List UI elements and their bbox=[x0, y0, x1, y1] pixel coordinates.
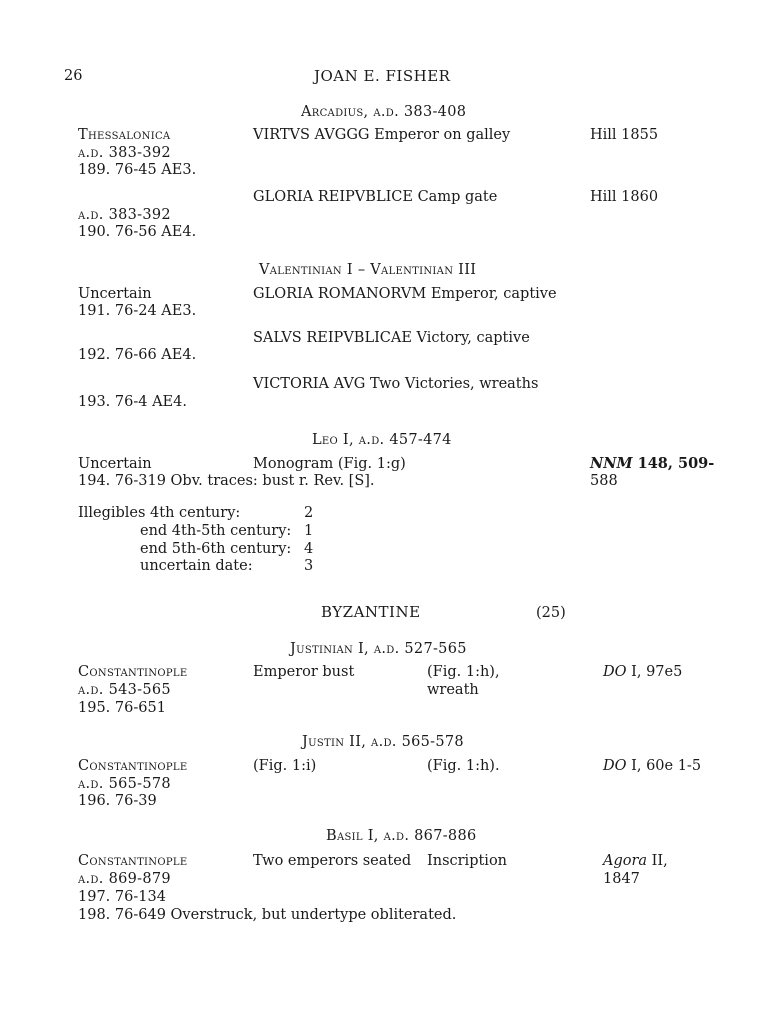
section-heading-justinian: Justinian I, a.d. 527-565 bbox=[290, 641, 467, 657]
date-195: a.d. 543-565 bbox=[78, 682, 171, 698]
date-190: a.d. 383-392 bbox=[78, 207, 171, 223]
reference-197-detail: II, bbox=[647, 853, 668, 869]
illegibles-count-4th-5th: 1 bbox=[304, 523, 314, 539]
reference-190: Hill 1860 bbox=[590, 189, 659, 205]
running-head-author: JOAN E. FISHER bbox=[314, 67, 451, 85]
mint-constantinople-197: Constantinople bbox=[78, 853, 188, 869]
catalog-entry-192: 192. 76-66 AE4. bbox=[78, 347, 197, 363]
reverse-196: (Fig. 1:h). bbox=[427, 758, 500, 774]
reference-194 bbox=[590, 455, 714, 473]
catalog-entry-191: 191. 76-24 AE3. bbox=[78, 303, 197, 319]
reverse-type-193: VICTORIA AVG Two Victories, wreaths bbox=[253, 376, 539, 392]
reverse-type-190: GLORIA REIPVBLICE Camp gate bbox=[253, 189, 498, 205]
obverse-195: Emperor bust bbox=[253, 664, 355, 680]
reference-196-detail: I, 60e 1-5 bbox=[626, 758, 702, 774]
illegibles-label-4th: Illegibles 4th century: bbox=[78, 505, 241, 521]
illegibles-count-4th: 2 bbox=[304, 505, 314, 521]
mint-uncertain-valentinian: Uncertain bbox=[78, 286, 152, 302]
obverse-197: Two emperors seated bbox=[253, 853, 412, 869]
catalog-entry-197: 197. 76-134 bbox=[78, 889, 166, 905]
section-title-byzantine: BYZANTINE bbox=[321, 603, 421, 621]
catalog-entry-190: 190. 76-56 AE4. bbox=[78, 224, 197, 240]
catalog-entry-194: 194. 76-319 Obv. traces: bust r. Rev. [S]. bbox=[78, 473, 375, 489]
illegibles-label-uncertain: uncertain date: bbox=[140, 558, 253, 574]
reverse-type-189: VIRTVS AVGGG Emperor on galley bbox=[253, 127, 511, 143]
mint-thessalonica: Thessalonica bbox=[78, 127, 171, 143]
reverse-type-191: GLORIA ROMANORVM Emperor, captive bbox=[253, 286, 557, 302]
date-189: a.d. 383-392 bbox=[78, 145, 171, 161]
byzantine-count: (25) bbox=[536, 605, 566, 621]
catalog-entry-196: 196. 76-39 bbox=[78, 793, 157, 809]
reverse-type-192: SALVS REIPVBLICAE Victory, captive bbox=[253, 330, 530, 346]
illegibles-label-4th-5th: end 4th-5th century: bbox=[140, 523, 292, 539]
mint-constantinople-195: Constantinople bbox=[78, 664, 188, 680]
catalog-entry-198: 198. 76-649 Overstruck, but undertype obliterated. bbox=[78, 907, 457, 923]
reference-197-series: Agora bbox=[603, 853, 648, 869]
catalog-entry-193: 193. 76-4 AE4. bbox=[78, 394, 187, 410]
illegibles-label-5th-6th: end 5th-6th century: bbox=[140, 541, 292, 557]
reverse-195: (Fig. 1:h), bbox=[427, 664, 500, 680]
reverse-195-continued: wreath bbox=[427, 682, 479, 698]
mint-constantinople-196: Constantinople bbox=[78, 758, 188, 774]
date-197: a.d. 869-879 bbox=[78, 871, 171, 887]
reference-197-continued: 1847 bbox=[603, 871, 640, 887]
reference-195-series: DO bbox=[603, 664, 627, 680]
reference-195-detail: I, 97e5 bbox=[626, 664, 683, 680]
section-heading-basil: Basil I, a.d. 867-886 bbox=[326, 828, 477, 844]
reference-189: Hill 1855 bbox=[590, 127, 659, 143]
section-heading-leo: Leo I, a.d. 457-474 bbox=[312, 432, 452, 448]
section-heading-arcadius: Arcadius, a.d. 383-408 bbox=[301, 104, 467, 120]
date-196: a.d. 565-578 bbox=[78, 776, 171, 792]
reference-196-series: DO bbox=[603, 758, 627, 774]
reference-195 bbox=[603, 663, 682, 681]
reference-196 bbox=[603, 757, 701, 775]
reference-194-series: NNM bbox=[590, 455, 633, 472]
illegibles-count-uncertain: 3 bbox=[304, 558, 314, 574]
reverse-197: Inscription bbox=[427, 853, 508, 869]
reference-197 bbox=[603, 852, 668, 870]
reference-194-detail: 148, 509- bbox=[632, 455, 715, 472]
section-heading-valentinian: Valentinian I – Valentinian III bbox=[259, 262, 477, 278]
obverse-196: (Fig. 1:i) bbox=[253, 758, 317, 774]
illegibles-count-5th-6th: 4 bbox=[304, 541, 314, 557]
section-heading-justin: Justin II, a.d. 565-578 bbox=[302, 734, 464, 750]
reference-194-continued: 588 bbox=[590, 473, 618, 489]
catalog-entry-189: 189. 76-45 AE3. bbox=[78, 162, 197, 178]
type-194: Monogram (Fig. 1:g) bbox=[253, 456, 406, 472]
page-number: 26 bbox=[64, 68, 83, 84]
mint-uncertain-leo: Uncertain bbox=[78, 456, 152, 472]
catalog-entry-195: 195. 76-651 bbox=[78, 700, 166, 716]
